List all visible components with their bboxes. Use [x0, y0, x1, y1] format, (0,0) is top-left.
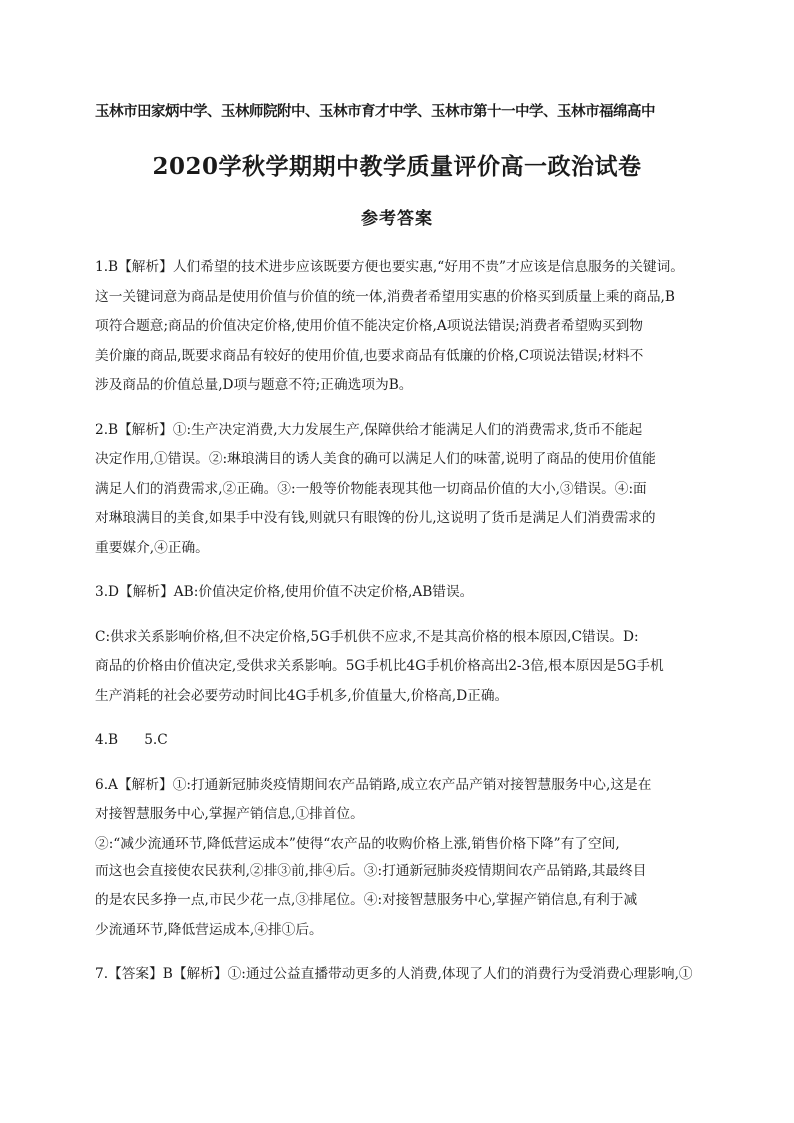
answer-paragraph — [95, 857, 705, 946]
page-subtitle: 参考答案 — [361, 209, 433, 229]
answer-line: 对接智慧服务中心,掌握产销信息,①排首位。 — [95, 806, 364, 822]
answer-line: 重要媒介,④正确。 — [95, 539, 209, 556]
answer-line: 而这也会直接使农民获利,②排③前,排④后。③:打通新冠肺炎疫情期间农产品销路,其最终目 — [95, 862, 647, 879]
answer-paragraph — [95, 832, 705, 857]
answer-line: 这一关键词意为商品是使用价值与价值的统一体,消费者希望用实惠的价格买到质量上乘的商品,B — [95, 288, 675, 305]
answer-paragraph — [95, 253, 705, 401]
answer-line: 项符合题意;商品的价值决定价格,使用价值不能决定价格,A项说法错误;消费者希望购买到物 — [95, 318, 643, 334]
answer-line: 满足人们的消费需求,②正确。③:一般等价物能表现其他一切商品价值的大小,③错误。④:面 — [95, 480, 647, 497]
answer-line: 1.B【解析】人们希望的技术进步应该既要方便也要实惠,“好用不贵”才应该是信息服务的关键词。 — [95, 259, 684, 275]
answer-paragraph — [95, 578, 705, 608]
answer-line: 少流通环节,降低营运成本,④排①后。 — [95, 921, 323, 938]
answer-line: 生产消耗的社会必要劳动时间比4G手机多,价值量大,价格高,D正确。 — [95, 687, 509, 704]
answer-line: 6.A【解析】①:打通新冠肺炎疫情期间农产品销路,成立农产品产销对接智慧服务中心,这是在 — [95, 776, 652, 793]
answer-paragraph — [95, 623, 705, 712]
answer-line: 对琳琅满目的美食,如果手中没有钱,则就只有眼馋的份儿,这说明了货币是满足人们消费需求的 — [95, 510, 656, 526]
answer-paragraph — [95, 960, 705, 990]
answer-line: 4.B 5.C — [95, 732, 168, 748]
answer-line: 的是农民多挣一点,市民少花一点,③排尾位。④:对接智慧服务中心,掌握产销信息,有利于减 — [95, 892, 638, 908]
answer-line: 涉及商品的价值总量,D项与题意不符;正确选项为B。 — [95, 377, 413, 393]
answer-line: 3.D【解析】AB:价值决定价格,使用价值不决定价格,AB错误。 — [95, 584, 474, 600]
answer-line: 决定作用,①错误。②:琳琅满目的诱人美食的确可以满足人们的味蕾,说明了商品的使用价值能 — [95, 451, 656, 467]
answer-line: 2.B【解析】①:生产决定消费,大力发展生产,保障供给才能满足人们的消费需求,货币不能起 — [95, 421, 643, 438]
page-title: 2020学秋学期期中教学质量评价高一政治试卷 — [152, 153, 642, 180]
answer-line: C:供求关系影响价格,但不决定价格,5G手机供不应求,不是其高价格的根本原因,C错误。D: — [95, 628, 639, 645]
answer-line: 7.【答案】B【解析】①:通过公益直播带动更多的人消费,体现了人们的消费行为受消费心理影响,① — [95, 966, 693, 982]
answer-paragraph — [95, 771, 705, 830]
answer-body — [95, 253, 705, 1005]
answer-line: 美价廉的商品,既要求商品有较好的使用价值,也要求商品有低廉的价格,C项说法错误;材料不 — [95, 347, 644, 364]
school-list-header: 玉林市田家炳中学、玉林师院附中、玉林市育才中学、玉林市第十一中学、玉林市福绵高中 — [95, 104, 655, 120]
answer-paragraph — [95, 726, 705, 756]
answer-line: 商品的价格由价值决定,受供求关系影响。5G手机比4G手机价格高出2-3倍,根本原因是5G手机 — [95, 658, 664, 674]
answer-paragraph — [95, 416, 705, 564]
answer-line: ②:“减少流通环节,降低营运成本”使得“农产品的收购价格上涨,销售价格下降”有了空间, — [95, 835, 620, 852]
